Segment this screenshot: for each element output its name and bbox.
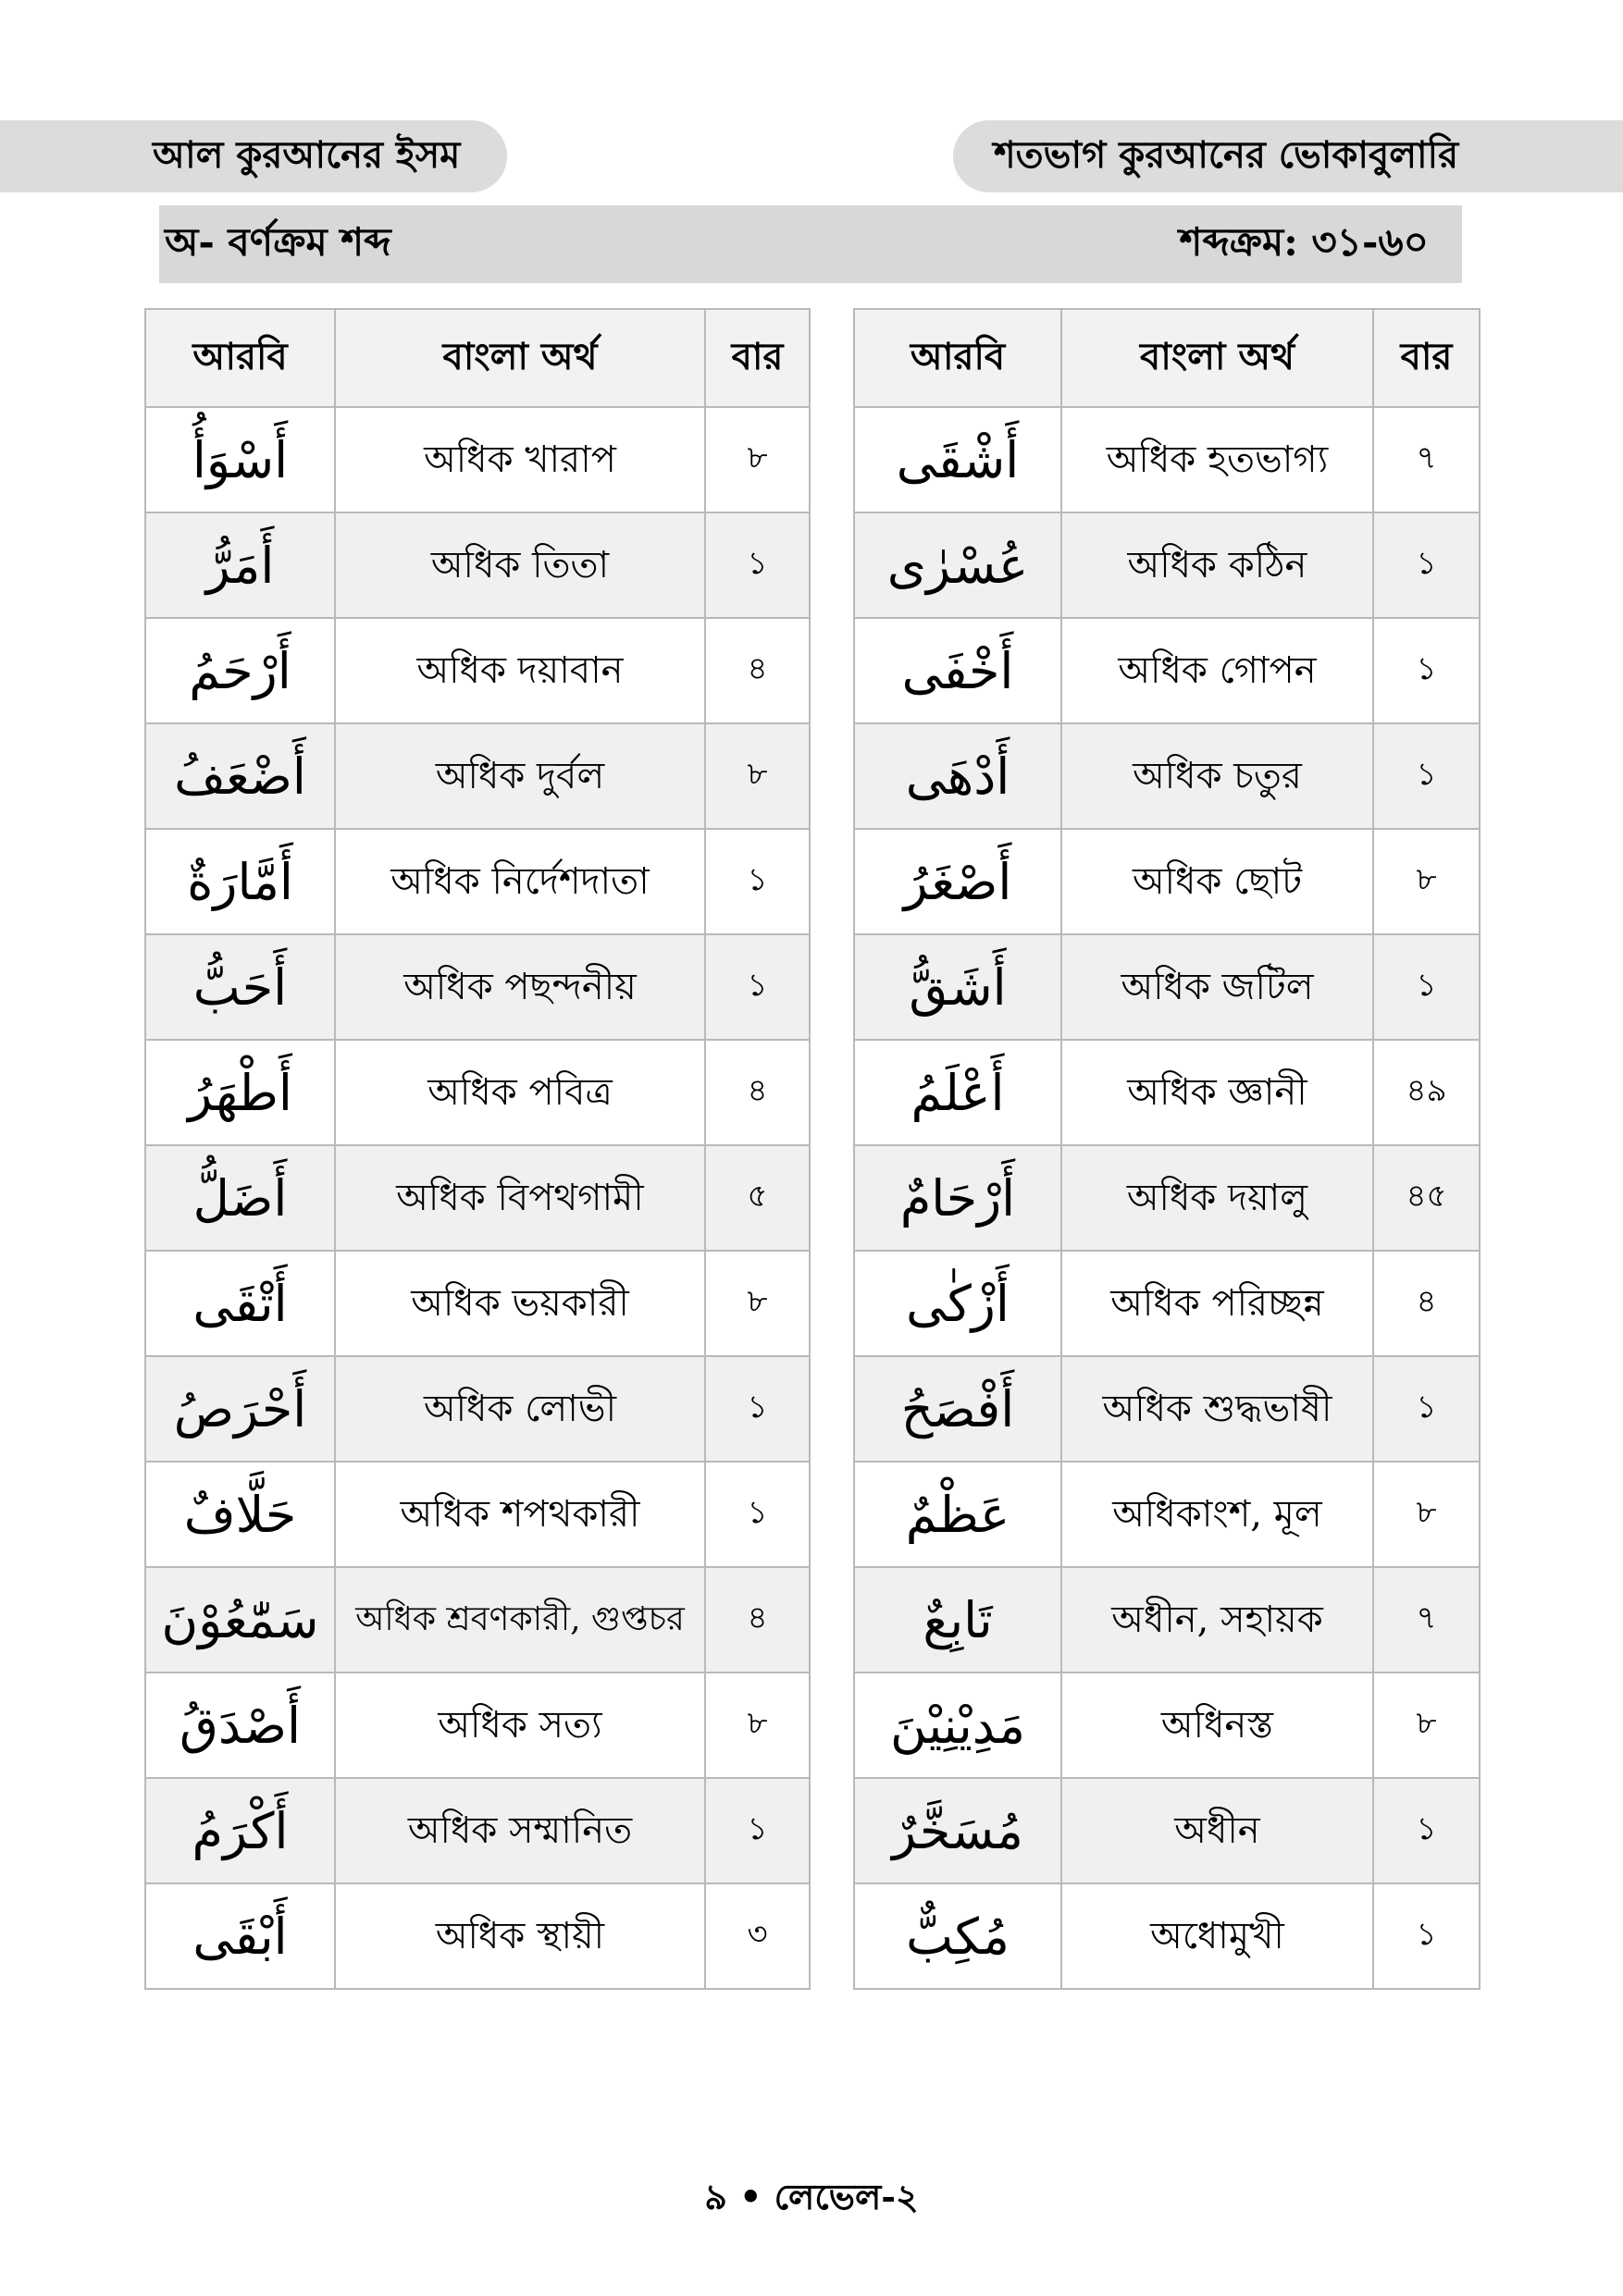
page-footer: ৯ • লেভেল-২ — [704, 2176, 919, 2217]
table-row — [854, 1883, 1480, 1989]
occurrence-count: ১ — [705, 1778, 810, 1883]
bangla-meaning: অধীন — [1061, 1778, 1373, 1883]
occurrence-count: ৮ — [705, 407, 810, 512]
occurrence-count: ৪ — [705, 1040, 810, 1145]
table-row — [854, 1462, 1480, 1567]
bangla-meaning: অধিক ভয়কারী — [335, 1251, 705, 1356]
bangla-meaning: অধিক বিপথগামী — [335, 1145, 705, 1251]
bangla-meaning: অধিক শুদ্ধভাষী — [1061, 1356, 1373, 1462]
table-row — [145, 1673, 810, 1778]
table-row — [145, 1356, 810, 1462]
bangla-meaning: অধিক নির্দেশদাতা — [335, 829, 705, 934]
vocab-table-left — [144, 308, 811, 1990]
bangla-meaning: অধিক গোপন — [1061, 618, 1373, 723]
table-row — [854, 407, 1480, 512]
arabic-word: مُسَخَّرٌ — [854, 1778, 1061, 1883]
occurrence-count: ৮ — [1373, 1462, 1480, 1567]
table-row — [854, 1145, 1480, 1251]
occurrence-count: ১ — [1373, 618, 1480, 723]
arabic-word: أَمَرُّ — [145, 512, 335, 618]
bangla-meaning: অধিক ছোট — [1061, 829, 1373, 934]
column-header-arabic: আরবি — [145, 309, 335, 407]
bangla-meaning: অধীন, সহায়ক — [1061, 1567, 1373, 1673]
arabic-word: أَبْقَى — [145, 1883, 335, 1989]
bangla-meaning: অধিক খারাপ — [335, 407, 705, 512]
occurrence-count: ৭ — [1373, 407, 1480, 512]
bangla-meaning: অধিক চতুর — [1061, 723, 1373, 829]
occurrence-count: ৮ — [705, 1251, 810, 1356]
occurrence-count: ১ — [1373, 934, 1480, 1040]
table-row — [854, 1567, 1480, 1673]
arabic-word: تَابِعٌ — [854, 1567, 1061, 1673]
arabic-word: عُسْرٰى — [854, 512, 1061, 618]
occurrence-count: ১ — [1373, 1778, 1480, 1883]
occurrence-count: ৮ — [705, 723, 810, 829]
table-row — [854, 512, 1480, 618]
arabic-word: حَلَّافٌ — [145, 1462, 335, 1567]
bangla-meaning: অধিক হতভাগ্য — [1061, 407, 1373, 512]
bangla-meaning: অধিক দুর্বল — [335, 723, 705, 829]
table-row — [145, 1251, 810, 1356]
arabic-word: أَسْوَأُ — [145, 407, 335, 512]
arabic-word: أَتْقَى — [145, 1251, 335, 1356]
occurrence-count: ৩ — [705, 1883, 810, 1989]
table-row — [145, 1567, 810, 1673]
bangla-meaning: অধিক জ্ঞানী — [1061, 1040, 1373, 1145]
arabic-word: أَدْهَى — [854, 723, 1061, 829]
arabic-word: أَكْرَمُ — [145, 1778, 335, 1883]
column-header-count: বার — [705, 309, 810, 407]
vocab-table-right — [853, 308, 1481, 1990]
arabic-word: أَضْعَفُ — [145, 723, 335, 829]
occurrence-count: ৮ — [1373, 1673, 1480, 1778]
table-row — [145, 1040, 810, 1145]
bangla-meaning: অধিক শপথকারী — [335, 1462, 705, 1567]
occurrence-count: ৪ — [705, 1567, 810, 1673]
arabic-word: أَفْصَحُ — [854, 1356, 1061, 1462]
bangla-meaning: অধিক পবিত্র — [335, 1040, 705, 1145]
bangla-meaning: অধিক জটিল — [1061, 934, 1373, 1040]
arabic-word: أَشْقَى — [854, 407, 1061, 512]
bangla-meaning: অধিক সম্মানিত — [335, 1778, 705, 1883]
bangla-meaning: অধিক স্থায়ী — [335, 1883, 705, 1989]
bangla-meaning: অধোমুখী — [1061, 1883, 1373, 1989]
occurrence-count: ৪ — [1373, 1251, 1480, 1356]
table-row — [145, 1778, 810, 1883]
arabic-word: أَرْحَامٌ — [854, 1145, 1061, 1251]
table-header-row — [145, 309, 810, 407]
arabic-word: أَشَقُّ — [854, 934, 1061, 1040]
table-row — [854, 1251, 1480, 1356]
bangla-meaning: অধিক শ্রবণকারী, গুপ্তচর — [335, 1567, 705, 1673]
table-row — [145, 934, 810, 1040]
table-row — [145, 723, 810, 829]
occurrence-count: ৪৯ — [1373, 1040, 1480, 1145]
arabic-word: أَمَّارَةٌ — [145, 829, 335, 934]
table-row — [854, 1778, 1480, 1883]
occurrence-count: ১ — [1373, 1883, 1480, 1989]
column-header-bangla: বাংলা অর্থ — [1061, 309, 1373, 407]
bangla-meaning: অধিক পরিচ্ছন্ন — [1061, 1251, 1373, 1356]
table-row — [854, 618, 1480, 723]
occurrence-count: ১ — [705, 934, 810, 1040]
arabic-word: أَعْلَمُ — [854, 1040, 1061, 1145]
table-row — [854, 723, 1480, 829]
occurrence-count: ৮ — [1373, 829, 1480, 934]
occurrence-count: ১ — [705, 512, 810, 618]
table-row — [854, 1356, 1480, 1462]
table-header-row — [854, 309, 1480, 407]
occurrence-count: ১ — [705, 1462, 810, 1567]
arabic-word: أَخْفَى — [854, 618, 1061, 723]
arabic-word: أَطْهَرُ — [145, 1040, 335, 1145]
table-row — [854, 829, 1480, 934]
arabic-word: أَرْحَمُ — [145, 618, 335, 723]
arabic-word: عَظْمٌ — [854, 1462, 1061, 1567]
bangla-meaning: অধিক কঠিন — [1061, 512, 1373, 618]
table-row — [145, 829, 810, 934]
table-row — [145, 1462, 810, 1567]
arabic-word: أَزْكٰى — [854, 1251, 1061, 1356]
bangla-meaning: অধিক দয়াবান — [335, 618, 705, 723]
section-range: শব্দক্রম: ৩১-৬০ — [1179, 218, 1429, 265]
occurrence-count: ৫ — [705, 1145, 810, 1251]
bangla-meaning: অধিনস্ত — [1061, 1673, 1373, 1778]
table-row — [145, 1145, 810, 1251]
column-header-count: বার — [1373, 309, 1480, 407]
occurrence-count: ৪৫ — [1373, 1145, 1480, 1251]
occurrence-count: ৪ — [705, 618, 810, 723]
table-row — [145, 1883, 810, 1989]
header-left-title: আল কুরআনের ইসম — [0, 120, 507, 192]
table-row — [145, 407, 810, 512]
bangla-meaning: অধিক তিতা — [335, 512, 705, 618]
arabic-word: مَدِيْنِيْنَ — [854, 1673, 1061, 1778]
table-row — [854, 1040, 1480, 1145]
arabic-word: أَحْرَصُ — [145, 1356, 335, 1462]
occurrence-count: ১ — [1373, 512, 1480, 618]
table-row — [854, 1673, 1480, 1778]
occurrence-count: ১ — [1373, 723, 1480, 829]
arabic-word: سَمّٰعُوْنَ — [145, 1567, 335, 1673]
arabic-word: مُكِبٌّ — [854, 1883, 1061, 1989]
bangla-meaning: অধিকাংশ, মূল — [1061, 1462, 1373, 1567]
arabic-word: أَصْدَقُ — [145, 1673, 335, 1778]
bangla-meaning: অধিক দয়ালু — [1061, 1145, 1373, 1251]
section-bar — [159, 205, 1462, 283]
column-header-bangla: বাংলা অর্থ — [335, 309, 705, 407]
occurrence-count: ১ — [705, 1356, 810, 1462]
occurrence-count: ৮ — [705, 1673, 810, 1778]
header-right-title: শতভাগ কুরআনের ভোকাবুলারি — [953, 120, 1623, 192]
table-row — [854, 934, 1480, 1040]
column-header-arabic: আরবি — [854, 309, 1061, 407]
bangla-meaning: অধিক পছন্দনীয় — [335, 934, 705, 1040]
bangla-meaning: অধিক লোভী — [335, 1356, 705, 1462]
arabic-word: أَضَلُّ — [145, 1145, 335, 1251]
occurrence-count: ১ — [1373, 1356, 1480, 1462]
table-row — [145, 512, 810, 618]
occurrence-count: ১ — [705, 829, 810, 934]
table-row — [145, 618, 810, 723]
bangla-meaning: অধিক সত্য — [335, 1673, 705, 1778]
arabic-word: أَحَبُّ — [145, 934, 335, 1040]
section-title: অ- বর্ণক্রম শব্দ — [165, 218, 391, 265]
arabic-word: أَصْغَرُ — [854, 829, 1061, 934]
occurrence-count: ৭ — [1373, 1567, 1480, 1673]
